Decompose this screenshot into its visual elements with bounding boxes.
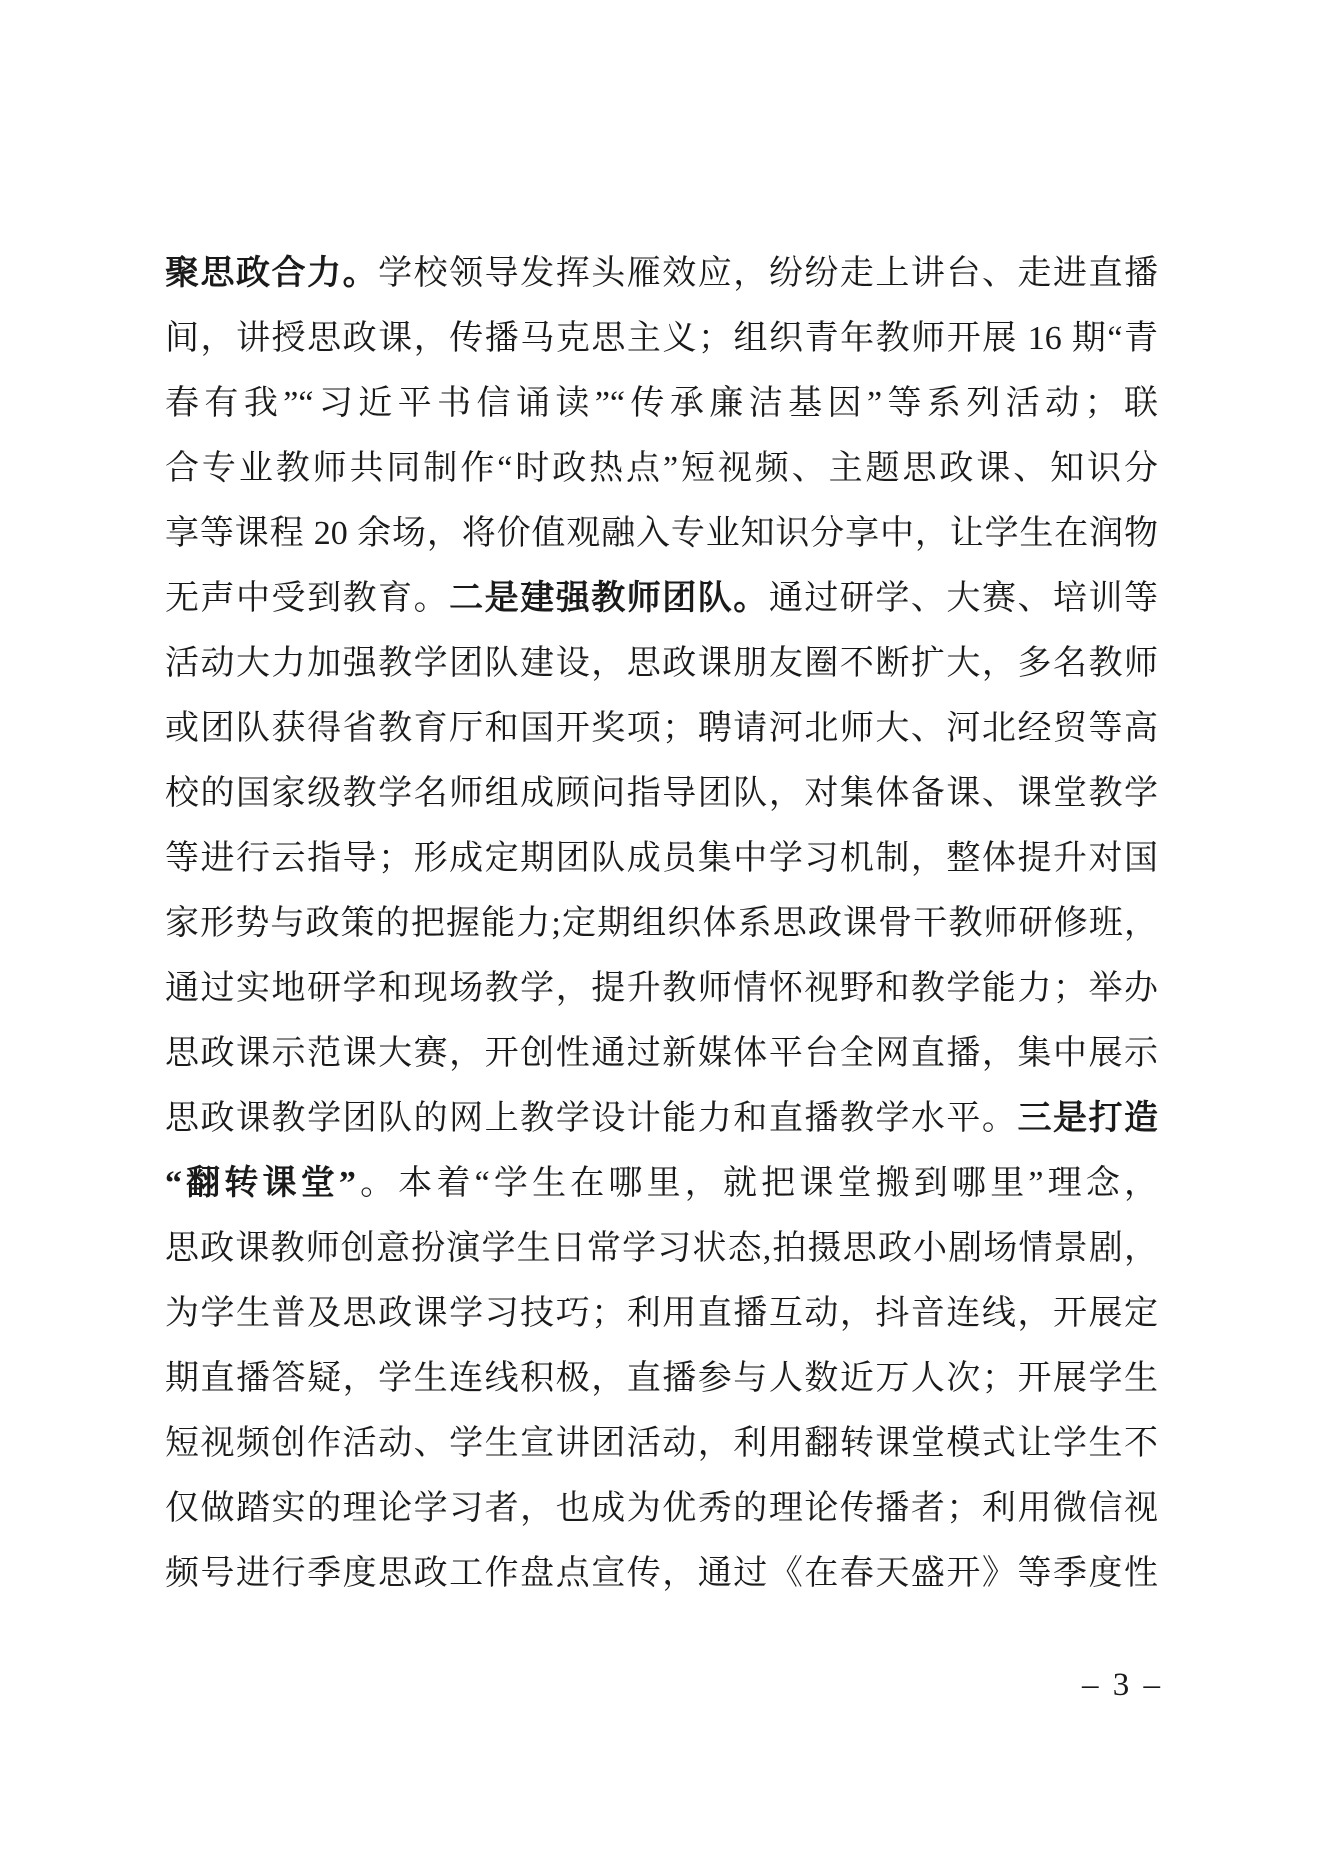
text-segment: 思政课教学团队的网上教学设计能力和直播教学水平。 xyxy=(165,1100,1018,1137)
text-line xyxy=(165,631,1158,696)
text-line xyxy=(165,501,1158,566)
text-segment: 或团队获得省教育厅和国开奖项；聘请河北师大、河北经贸等高 xyxy=(165,710,1158,747)
text-segment: 活动大力加强教学团队建设，思政课朋友圈不断扩大，多名教师 xyxy=(165,645,1158,682)
text-line xyxy=(165,891,1158,956)
text-segment: 无声中受到教育。 xyxy=(165,580,450,617)
text-line xyxy=(165,436,1158,501)
text-line xyxy=(165,1541,1158,1606)
text-line xyxy=(165,1346,1158,1411)
text-segment: 间，讲授思政课，传播马克思主义；组织青年教师开展 16 期“青 xyxy=(165,320,1158,357)
text-line xyxy=(165,371,1158,436)
text-segment: 仅做踏实的理论学习者，也成为优秀的理论传播者；利用微信视 xyxy=(165,1490,1158,1527)
emphasis-text: 三是打造 xyxy=(1017,1100,1159,1137)
text-line xyxy=(165,566,1158,631)
text-segment: 通过研学、大赛、培训等 xyxy=(768,580,1159,617)
text-segment: 学校领导发挥头雁效应，纷纷走上讲台、走进直播 xyxy=(378,255,1159,292)
text-segment: 等进行云指导；形成定期团队成员集中学习机制，整体提升对国 xyxy=(165,840,1158,877)
text-line xyxy=(165,1086,1158,1151)
text-segment: 校的国家级教学名师组成顾问指导团队，对集体备课、课堂教学 xyxy=(165,775,1158,812)
text-line xyxy=(165,1411,1158,1476)
body-text xyxy=(165,241,1158,1606)
emphasis-text: 聚思政合力。 xyxy=(165,255,379,292)
text-segment: 思政课示范课大赛，开创性通过新媒体平台全网直播，集中展示 xyxy=(165,1035,1158,1072)
emphasis-text: 二是建强教师团队。 xyxy=(449,580,769,617)
text-segment: 频号进行季度思政工作盘点宣传，通过《在春天盛开》等季度性 xyxy=(165,1555,1158,1592)
page-number: – 3 – xyxy=(1082,1667,1163,1703)
text-line xyxy=(165,761,1158,826)
text-segment: 期直播答疑，学生连线积极，直播参与人数近万人次；开展学生 xyxy=(165,1360,1158,1397)
text-segment: 享等课程 20 余场，将价值观融入专业知识分享中，让学生在润物 xyxy=(165,515,1158,552)
text-line xyxy=(165,956,1158,1021)
text-line xyxy=(165,1216,1158,1281)
text-segment: 为学生普及思政课学习技巧；利用直播互动，抖音连线，开展定 xyxy=(165,1295,1158,1332)
text-segment: 短视频创作活动、学生宣讲团活动，利用翻转课堂模式让学生不 xyxy=(165,1425,1158,1462)
text-segment: 。本着“学生在哪里，就把课堂搬到哪里”理念， xyxy=(355,1165,1159,1202)
emphasis-text: “翻转课堂” xyxy=(165,1165,356,1202)
text-segment: 家形势与政策的把握能力;定期组织体系思政课骨干教师研修班， xyxy=(165,905,1158,942)
text-line xyxy=(165,1281,1158,1346)
text-line xyxy=(165,1021,1158,1086)
text-line xyxy=(165,241,1158,306)
text-segment: 思政课教师创意扮演学生日常学习状态,拍摄思政小剧场情景剧， xyxy=(165,1230,1158,1267)
text-line xyxy=(165,826,1158,891)
text-line xyxy=(165,306,1158,371)
text-segment: 春有我”“习近平书信诵读”“传承廉洁基因”等系列活动；联 xyxy=(165,385,1158,422)
text-segment: 通过实地研学和现场教学，提升教师情怀视野和教学能力；举办 xyxy=(165,970,1158,1007)
text-line xyxy=(165,1476,1158,1541)
text-line xyxy=(165,696,1158,761)
text-segment: 合专业教师共同制作“时政热点”短视频、主题思政课、知识分 xyxy=(165,450,1158,487)
text-line xyxy=(165,1151,1158,1216)
